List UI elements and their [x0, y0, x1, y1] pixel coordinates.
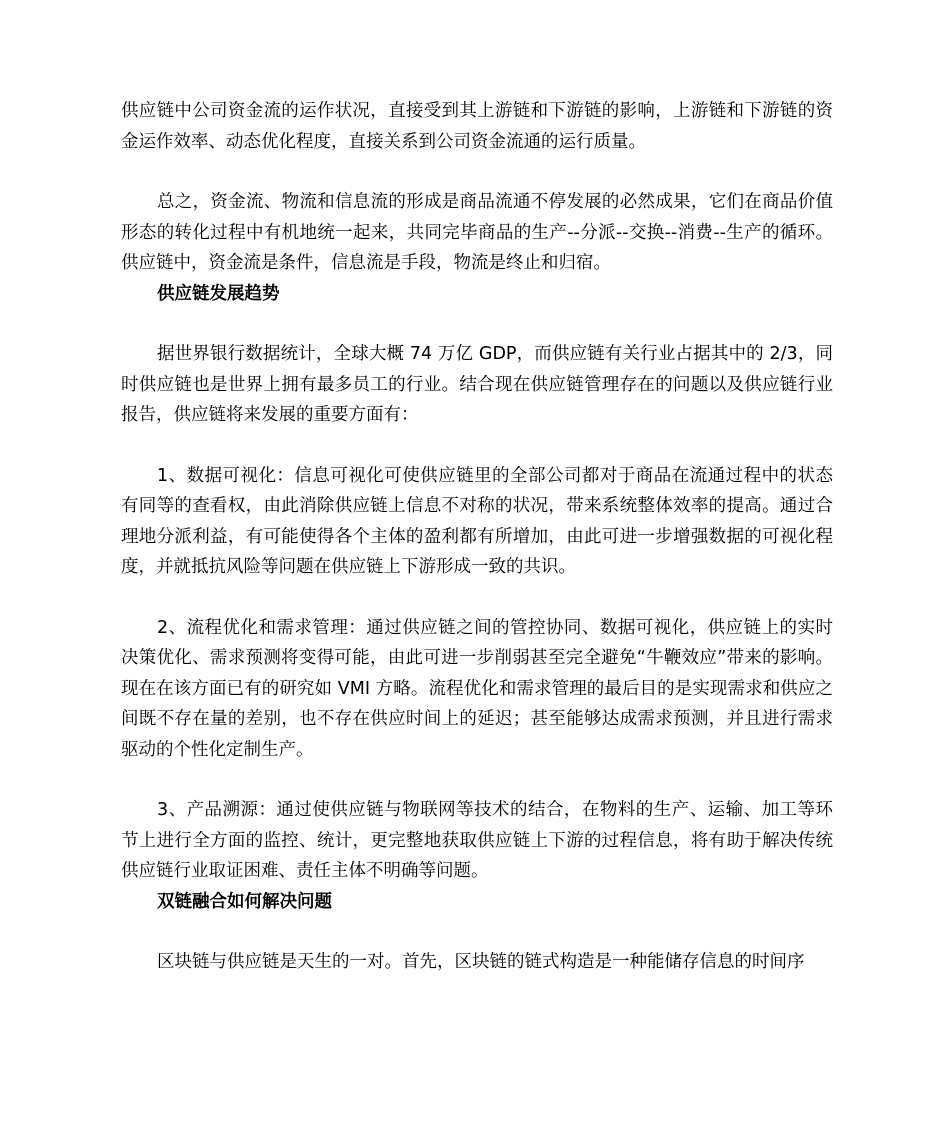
paragraph-fund-flow-impact: 供应链中公司资金流的运作状况，直接受到其上游链和下游链的影响，上游链和下游链的资金运作效率、动态优化程度，直接关系到公司资金流通的运行质量。: [121, 101, 833, 152]
paragraph-product-tracing: 3、产品溯源：通过使供应链与物联网等技术的结合，在物料的生产、运输、加工等环节上进行全方面的监控、统计，更完整地获取供应链上下游的过程信息，将有助于解决传统供应链行业取证困难、责任主体不明确等问题。: [121, 800, 833, 881]
heading-dual-chain-fusion: 双链融合如何解决问题: [157, 891, 332, 912]
paragraph-world-bank-stats: 据世界银行数据统计，全球大概 74 万亿 GDP，而供应链有关行业占据其中的 2/3，同时供应链也是世界上拥有最多员工的行业。结合现在供应链管理存在的问题以及供应链行业报告，供应链将来发展的重要方面有：: [121, 344, 833, 425]
paragraph-process-optimization: 2、流程优化和需求管理：通过供应链之间的管控协同、数据可视化，供应链上的实时决策优化、需求预测将变得可能，由此可进一步削弱甚至完全避免“牛鞭效应”带来的影响。现在在该方面已有的研究如 VMI 方略。流程优化和需求管理的最后目的是实现需求和供应之间既不存在量的差别，也不存在供应时间上的延迟；甚至能够达成需求预测，并且进行需求驱动的个性化定制生产。: [121, 617, 833, 760]
heading-supply-chain-trends: 供应链发展趋势: [157, 283, 280, 304]
paragraph-blockchain-supply-chain: 区块链与供应链是天生的一对。首先，区块链的链式构造是一种能储存信息的时间序: [157, 952, 805, 972]
paragraph-data-visualization: 1、数据可视化：信息可视化可使供应链里的全部公司都对于商品在流通过程中的状态有同等的查看权，由此消除供应链上信息不对称的状况，带来系统整体效率的提高。通过合理地分派利益，有可能使得各个主体的盈利都有所增加，由此可进一步增强数据的可视化程度，并就抵抗风险等问题在供应链上下游形成一致的共识。: [121, 465, 833, 577]
document-page: [121, 96, 833, 978]
paragraph-summary: 总之，资金流、物流和信息流的形成是商品流通不停发展的必然成果，它们在商品价值形态的转化过程中有机地统一起来，共同完毕商品的生产--分派--交换--消费--生产的循环。供应链中，资金流是条件，信息流是手段，物流是终止和归宿。: [121, 192, 833, 273]
